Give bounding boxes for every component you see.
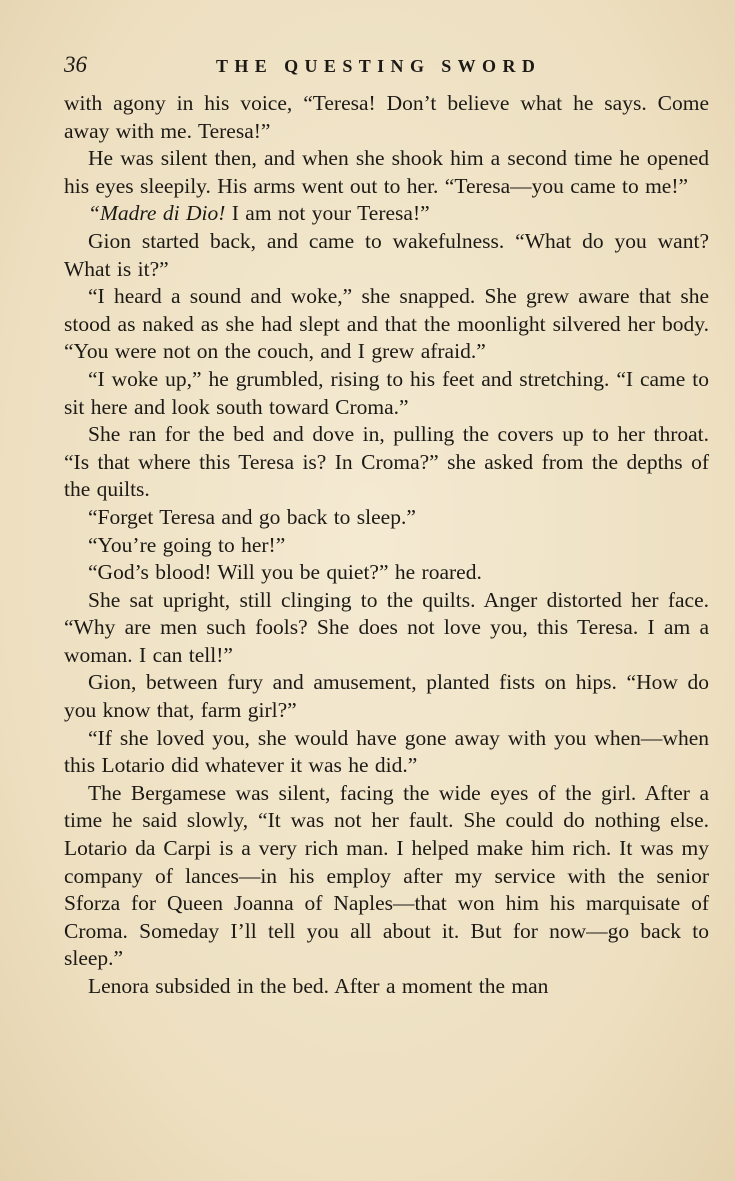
book-page	[64, 50, 709, 1001]
paragraph: “I woke up,” he grumbled, rising to his feet and stretching. “I came to sit here and look south toward Croma.”	[64, 366, 709, 419]
paragraph: He was silent then, and when she shook him a second time he opened his eyes sleepily. His arms went out to her. “Teresa—you came to me!”	[64, 146, 709, 198]
paragraph: Gion started back, and came to wakefulness. “What do you want? What is it?”	[64, 228, 709, 281]
paragraph: with agony in his voice, “Teresa! Don’t believe what he says. Come away with me. Teresa!”	[64, 91, 709, 143]
page-header	[64, 50, 709, 90]
paragraph: “Madre di Dio! I am not your Teresa!”	[88, 201, 430, 226]
paragraph: She ran for the bed and dove in, pulling the covers up to her throat. “Is that where this Teresa is? In Croma?” she asked from the depths of the quilts.	[64, 422, 709, 502]
body-text	[64, 90, 709, 1001]
paragraph: “Forget Teresa and go back to sleep.”	[88, 504, 416, 529]
paragraph: She sat upright, still clinging to the quilts. Anger distorted her face. “Why are men such fools? She does not love you, this Teresa. I am a woman. I can tell!”	[64, 587, 709, 667]
paragraph: The Bergamese was silent, facing the wide eyes of the girl. After a time he said slowly, “It was not her fault. She could do nothing else. Lotario da Carpi is a very rich man. I helped make him rich. It was my company of lances—in his employ after my service with the senior Sforza for Queen Joanna of Naples—that won him his marquisate of Croma. Someday I’ll tell you all about it. But for now—go back to sleep.”	[64, 780, 709, 971]
italic-phrase: “Madre di Dio!	[88, 201, 226, 226]
running-title: THE QUESTING SWORD	[216, 56, 542, 76]
paragraph: “God’s blood! Will you be quiet?” he roared.	[88, 560, 482, 585]
page-number: 36	[64, 52, 87, 77]
paragraph: Gion, between fury and amusement, planted fists on hips. “How do you know that, farm girl?”	[64, 670, 709, 723]
paragraph: “I heard a sound and woke,” she snapped. She grew aware that she stood as naked as she had slept and that the moonlight silvered her body. “You were not on the couch, and I grew afraid.”	[64, 284, 709, 364]
paragraph: Lenora subsided in the bed. After a moment the man	[88, 974, 549, 998]
paragraph: “If she loved you, she would have gone away with you when—when this Lotario did whatever it was he did.”	[64, 725, 709, 778]
paragraph: “You’re going to her!”	[88, 532, 286, 557]
